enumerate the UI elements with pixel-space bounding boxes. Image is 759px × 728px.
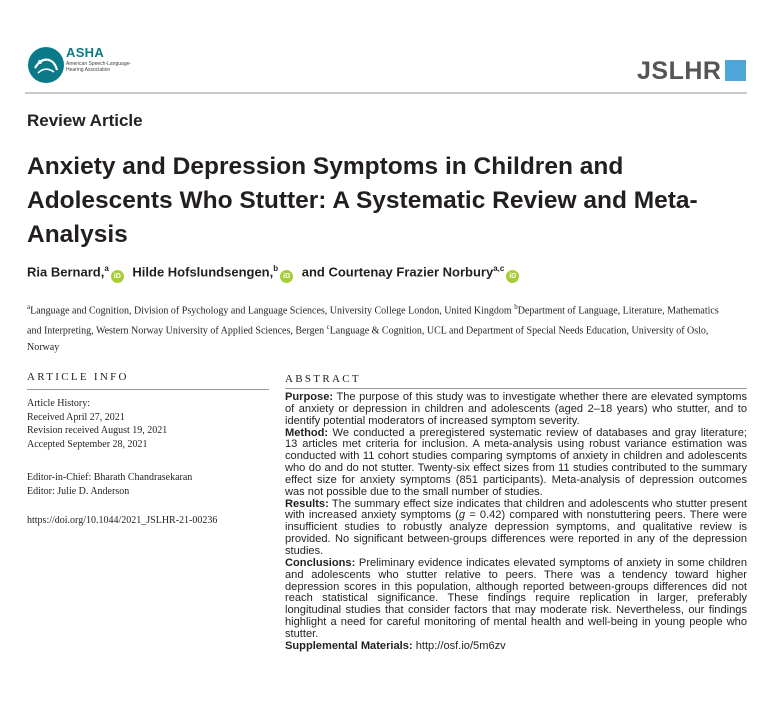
affiliation-mark: a	[27, 303, 31, 311]
abstract-results-text: = 0.42) compared with nonstuttering peers. There were insufficient studies to robustly analyze depression symptoms, and qualitative review is provided. No significant between-groups differences were reported in any of the depression studies.	[285, 509, 747, 557]
asha-logo	[27, 46, 65, 84]
editor: Editor: Julie D. Anderson	[27, 485, 130, 497]
article-info-heading: ARTICLE INFO	[27, 371, 129, 383]
journal-name: JSLHR	[637, 57, 722, 85]
author-list	[27, 264, 524, 283]
abstract-divider	[285, 388, 747, 389]
abstract-method-label: Method:	[285, 426, 329, 439]
header-divider	[25, 92, 747, 94]
affiliation-text: Language & Cognition, UCL and Department of Special Needs Education, University of Oslo, Norway	[27, 325, 709, 353]
author-affiliation-mark: a,c	[493, 264, 505, 273]
received-date: Received April 27, 2021	[27, 411, 125, 423]
abstract-conclusions	[285, 558, 747, 641]
doi-link[interactable]: https://doi.org/10.1044/2021_JSLHR-21-00236	[27, 515, 218, 526]
abstract-supplemental-label: Supplemental Materials:	[285, 639, 413, 652]
revised-date: Revision received August 19, 2021	[27, 425, 168, 436]
orcid-icon[interactable]: iD	[280, 270, 293, 283]
abstract-conclusions-text: Preliminary evidence indicates elevated symptoms of anxiety in some children and adolescents who stutter relative to peers. There was a tendency toward higher depression scores in this population, although reported between-groups differences did not reach statistical significance. These findings require replication in larger, preferably longitudinal studies that consider factors that may moderate risk. Nevertheless, our findings highlight a need for careful monitoring of mental health and well-being in young people who stutter.	[285, 556, 747, 640]
abstract-results	[285, 499, 747, 558]
abstract-results-text: The summary effect size indicates that children and adolescents who stutter present with increased anxiety symptoms (	[285, 497, 747, 522]
author-name: and Courtenay Frazier Norbury	[301, 264, 494, 280]
effect-size-symbol: g	[458, 509, 466, 522]
history-label: Article History:	[27, 398, 91, 409]
abstract-purpose-label: Purpose:	[285, 391, 334, 403]
journal-logo-square	[725, 60, 746, 81]
affiliation-text: Language and Cognition, Division of Psychology and Language Sciences, University College London, United Kingdom	[30, 305, 515, 317]
abstract-supplemental	[285, 641, 747, 653]
article-history	[27, 397, 167, 451]
editor-in-chief: Editor-in-Chief: Bharath Chandrasekaran	[27, 472, 193, 483]
abstract-method-text: We conducted a preregistered systematic review of databases and gray literature; 13 articles met criteria for inclusion. A meta-analysis using robust variance estimation was conducted with 11 cohort studies comparing symptoms of anxiety in children and adolescents who do and do not stutter. Twenty-six effect sizes from 11 studies contributed to the summary effect size for anxiety symptoms (851 participants). Meta-analysis of depression outcomes was not possible due to the small number of studies.	[285, 426, 747, 498]
author-name: Hilde Hofslundsengen,	[132, 264, 274, 280]
affiliations	[27, 299, 727, 356]
article-info-divider	[27, 389, 269, 390]
abstract-results-label: Results:	[285, 497, 329, 510]
abstract-purpose	[285, 392, 747, 428]
author-name: Ria Bernard,	[27, 264, 105, 280]
affiliation-mark: c	[326, 323, 330, 332]
article-type: Review Article	[27, 111, 143, 130]
publisher-name: ASHA	[66, 45, 105, 60]
affiliation-mark: b	[514, 303, 518, 311]
affiliation-text: Department of Language, Literature, Mathematics and Interpreting, Western Norway University of Applied Sciences, Bergen	[27, 305, 719, 337]
author-affiliation-mark: b	[273, 264, 279, 273]
abstract-conclusions-label: Conclusions:	[285, 556, 356, 569]
supplemental-link[interactable]: http://osf.io/5m6zv	[412, 639, 506, 652]
author-affiliation-mark: a	[104, 264, 109, 273]
abstract-method	[285, 428, 747, 499]
publisher-subtitle: American Speech-Language-Hearing Association	[66, 61, 132, 73]
abstract-purpose-text: The purpose of this study was to investigate whether there are elevated symptoms of anxiety or depression in children and adolescents (aged 2–18 years) who stutter, and to identify potential moderators of increased symptom severity.	[285, 391, 747, 427]
abstract-heading: ABSTRACT	[285, 373, 361, 385]
editors	[27, 471, 192, 498]
abstract-body	[285, 392, 747, 653]
accepted-date: Accepted September 28, 2021	[27, 438, 148, 450]
article-title: Anxiety and Depression Symptoms in Children and Adolescents Who Stutter: A Systematic Review and Meta-Analysis	[27, 153, 698, 248]
orcid-icon[interactable]: iD	[111, 270, 124, 283]
orcid-icon[interactable]: iD	[506, 270, 519, 283]
